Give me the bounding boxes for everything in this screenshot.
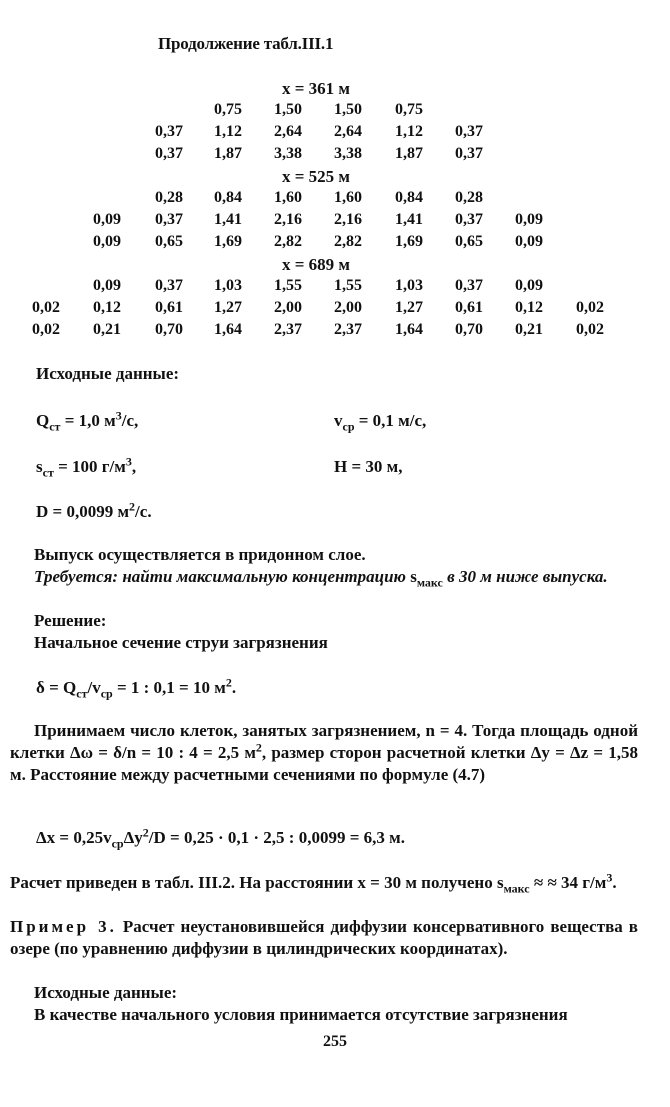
- table-cell: 1,41: [395, 211, 423, 228]
- table-cell: 0,84: [214, 189, 242, 206]
- table-cell: 0,21: [515, 321, 543, 338]
- table-cell: 0,37: [455, 211, 483, 228]
- table-cell: 0,09: [515, 277, 543, 294]
- table-cell: 3,38: [334, 145, 362, 162]
- table-cell: 0,02: [32, 299, 60, 316]
- page-number: 255: [323, 1033, 347, 1050]
- table-cell: 1,41: [214, 211, 242, 228]
- table-cell: 0,09: [93, 211, 121, 228]
- table-cell: 1,12: [214, 123, 242, 140]
- table-cell: 0,61: [155, 299, 183, 316]
- table-cell: 0,65: [455, 233, 483, 250]
- table-cell: 1,50: [334, 101, 362, 118]
- table-cell: 0,02: [32, 321, 60, 338]
- page-title: Продолжение табл.III.1: [158, 34, 334, 53]
- section-label: x = 689 м: [281, 255, 351, 274]
- table-cell: 0,84: [395, 189, 423, 206]
- table-cell: 1,87: [214, 145, 242, 162]
- table-cell: 1,64: [214, 321, 242, 338]
- table-cell: 0,65: [155, 233, 183, 250]
- table-cell: 1,03: [214, 277, 242, 294]
- table-cell: 2,37: [334, 321, 362, 338]
- table-cell: 1,64: [395, 321, 423, 338]
- table-cell: 1,55: [334, 277, 362, 294]
- table-cell: 0,09: [93, 277, 121, 294]
- section-label: x = 525 м: [281, 167, 351, 186]
- table-cell: 2,00: [334, 299, 362, 316]
- table-cell: 1,69: [395, 233, 423, 250]
- table-cell: 2,16: [334, 211, 362, 228]
- table-cell: 0,61: [455, 299, 483, 316]
- table-cell: 0,12: [93, 299, 121, 316]
- table-cell: 0,28: [455, 189, 483, 206]
- v-parameter: $v_{ср} = 0,1$ м/с,: [334, 411, 427, 434]
- table-cell: 0,09: [515, 211, 543, 228]
- example-paragraph: Пример 3. Расчет неустановившейся диффузии консервативного вещества в озере (по уравнению диффузии в цилиндрических координатах).: [10, 917, 638, 958]
- table-cell: 1,12: [395, 123, 423, 140]
- table-cell: 1,55: [274, 277, 302, 294]
- dx-formula: $\Delta x = 0,25v_{ср}\Delta y^2/D = 0,25 \cdot 0,1 \cdot 2,5$ : 0,0099 = 6,3 м.: [36, 825, 405, 851]
- table-cell: 2,64: [274, 123, 302, 140]
- input-data-heading: Исходные данные:: [36, 364, 180, 383]
- delta-formula: $\delta = Q_{ст}/v_{ср} = 1$ : 0,1 = 10 $м^2$.: [36, 675, 237, 701]
- section-label: x = 361 м: [281, 79, 351, 98]
- cells-paragraph: Принимаем число клеток, занятых загрязнением, n = 4. Тогда площадь одной клетки Δω = δ/n = 10 : 4 = 2,5 $м^2$, размер сторон расчетной клетки Δy = Δz = 1,58 м. Расстояние между расчетными сечениями по формуле (4.7): [10, 721, 638, 784]
- table-cell: 0,75: [214, 101, 242, 118]
- table-cell: 1,27: [395, 299, 423, 316]
- table-cell: 0,37: [455, 123, 483, 140]
- q-parameter: $Q_{ст} = 1,0$ $м^3/с$,: [36, 408, 139, 434]
- table-cell: 0,21: [93, 321, 121, 338]
- table-cell: 2,00: [274, 299, 302, 316]
- required-paragraph: Требуется: найти максимальную концентрацию $s_{макс}$ в 30 м ниже выпуска.: [34, 567, 608, 590]
- table-cell: 1,87: [395, 145, 423, 162]
- table-cell: 0,02: [576, 321, 604, 338]
- table-cell: 2,82: [274, 233, 302, 250]
- d-parameter: D = 0,0099 $м^2/с$.: [36, 499, 152, 521]
- table-cell: 0,12: [515, 299, 543, 316]
- table-cell: 0,37: [155, 145, 183, 162]
- table-cell: 1,03: [395, 277, 423, 294]
- table-cell: 1,60: [334, 189, 362, 206]
- table-cell: 0,02: [576, 299, 604, 316]
- table-cell: 0,70: [155, 321, 183, 338]
- table-cell: 0,70: [455, 321, 483, 338]
- table-cell: 1,60: [274, 189, 302, 206]
- table-cell: 0,75: [395, 101, 423, 118]
- s-parameter: $s_{ст} = 100$ $г/м^3$,: [36, 454, 137, 480]
- table-cell: 0,37: [155, 123, 183, 140]
- solution-heading: Решение:: [34, 611, 107, 630]
- table-cell: 2,37: [274, 321, 302, 338]
- table-cell: 1,50: [274, 101, 302, 118]
- table-cell: 0,37: [155, 277, 183, 294]
- table-cell: 2,16: [274, 211, 302, 228]
- table-cell: 0,09: [93, 233, 121, 250]
- table-cell: 1,69: [214, 233, 242, 250]
- table-cell: 3,38: [274, 145, 302, 162]
- table-cell: 2,64: [334, 123, 362, 140]
- last-paragraph: В качестве начального условия принимается отсутствие загрязнения: [34, 1005, 568, 1024]
- initial-section-text: Начальное сечение струи загрязнения: [34, 633, 328, 652]
- input-data-heading-2: Исходные данные:: [34, 983, 178, 1002]
- result-paragraph: Расчет приведен в табл. III.2. На расстоянии x = 30 м получено $s_{макс}$ ≈ ≈ 34 $г/м^3$.: [10, 870, 617, 896]
- table-cell: 0,28: [155, 189, 183, 206]
- table-cell: 2,82: [334, 233, 362, 250]
- table-cell: 0,37: [455, 145, 483, 162]
- table-cell: 0,37: [455, 277, 483, 294]
- table-cell: 0,09: [515, 233, 543, 250]
- h-parameter: H = 30 м,: [334, 457, 403, 476]
- table-cell: 0,37: [155, 211, 183, 228]
- release-text: Выпуск осуществляется в придонном слое.: [34, 545, 366, 564]
- table-cell: 1,27: [214, 299, 242, 316]
